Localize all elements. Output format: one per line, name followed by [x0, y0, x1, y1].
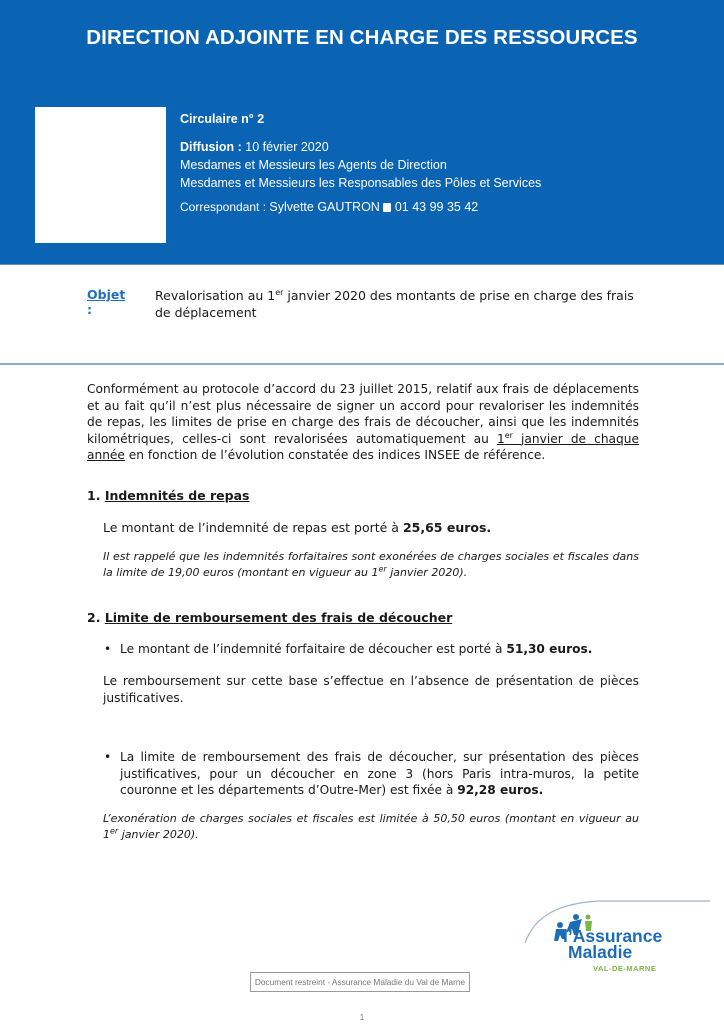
section-number: 1. — [87, 488, 105, 503]
bullet-text-part: La limite de remboursement des frais de découcher, sur présentation des pièces justificatives, pour un découcher en zone 3 (hors Paris intra-muros, la petite couronne et les départements d’Outre-Mer) est fixée à — [120, 750, 639, 797]
circular-number: Circulaire n° 2 — [180, 112, 265, 126]
page-number: 1 — [359, 1013, 365, 1022]
section-title: Limite de remboursement des frais de découcher — [104, 610, 453, 625]
note-text: janvier 2020). — [386, 565, 468, 579]
intro-text: en fonction de l’évolution constatée des indices INSEE de référence. — [124, 448, 546, 462]
header-title: DIRECTION ADJOINTE EN CHARGE DES RESSOURCES — [86, 26, 638, 49]
logo-text-maladie: Maladie — [568, 942, 633, 962]
header-banner — [0, 0, 724, 265]
logo-text-region: VAL-DE-MARNE — [593, 964, 657, 973]
bullet-text — [104, 641, 639, 658]
section-heading — [87, 610, 452, 625]
meal-allowance-text — [103, 520, 639, 537]
recipient-line: Mesdames et Messieurs les Agents de Direction — [180, 158, 447, 172]
superscript: er — [378, 563, 387, 573]
correspondant-name: Sylvette GAUTRON — [269, 200, 380, 214]
subject-text — [155, 287, 635, 321]
bullet-text — [104, 749, 639, 799]
superscript: er — [275, 287, 284, 297]
bullet-icon: • — [104, 642, 112, 656]
phone-number: 01 43 99 35 42 — [394, 200, 479, 214]
meal-note — [103, 549, 639, 580]
diffusion-date: 10 février 2020 — [241, 140, 329, 154]
correspondant-line — [180, 198, 541, 216]
subject-label — [87, 287, 125, 317]
recipient-line: Mesdames et Messieurs les Responsables des Pôles et Services — [180, 176, 542, 190]
intro-underlined-text: 1 — [496, 431, 505, 446]
logo-text-assurance: l’Assurance — [563, 926, 663, 946]
correspondant-label: Correspondant : — [180, 200, 270, 214]
diffusion-line — [180, 138, 541, 156]
section-number: 2. — [87, 610, 105, 625]
diffusion-label: Diffusion : — [180, 140, 242, 154]
section-heading — [87, 488, 249, 503]
zone3-amount: 92,28 euros. — [457, 783, 544, 797]
note-text: L’exonération de charges sociales et fiscales est limitée à 50,50 euros (montant en vigueur au 1 — [103, 812, 639, 841]
section-title: Indemnités de repas — [104, 488, 250, 503]
exoneration-note — [103, 811, 639, 842]
subject-text-part: Revalorisation au 1 — [155, 288, 276, 303]
circular-meta — [180, 112, 541, 216]
bullet-text-part: Le montant de l’indemnité forfaitaire de découcher est porté à — [120, 642, 507, 656]
separator-line — [0, 363, 724, 365]
subject-label-colon: : — [87, 302, 92, 317]
phone-icon — [383, 203, 391, 212]
reimbursement-paragraph: Le remboursement sur cette base s’effectue en l’absence de présentation de pièces justificatives. — [103, 674, 639, 705]
intro-underlined-text: janvier de chaque année — [87, 431, 639, 462]
note-text: janvier 2020). — [118, 827, 199, 841]
intro-text: Conformément au protocole d’accord du 23 juillet 2015, relatif aux frais de déplacements et au fait qu’il n’est plus nécessaire de signer un accord pour revaloriser les indemnités de repas, les limites de prise en charge des frais de découcher, ainsi que les indemnités kilométriques, celles-ci sont revalorisées automatiquement au — [87, 382, 639, 446]
subject-text-part: janvier 2020 des montants de prise en charge des frais de déplacement — [155, 288, 634, 320]
meal-amount: 25,65 euros. — [402, 520, 492, 535]
restricted-notice: Document restreint - Assurance Maladie du Val de Marne — [250, 972, 470, 992]
bullet-item — [104, 641, 639, 658]
superscript: er — [110, 825, 119, 835]
logo-placeholder — [35, 107, 166, 243]
bullet-icon: • — [104, 750, 112, 764]
intro-paragraph — [87, 381, 639, 464]
bullet-item — [104, 749, 639, 799]
subject-label-text: Objet — [87, 287, 126, 302]
note-text: Il est rappelé que les indemnités forfaitaires sont exonérées de charges sociales et fiscales dans la limite de 19,00 euros (montant en vigueur au 1 — [103, 550, 639, 579]
meal-text: Le montant de l’indemnité de repas est porté à — [103, 520, 403, 535]
overnight-amount: 51,30 euros. — [506, 642, 593, 656]
superscript: er — [504, 430, 513, 440]
